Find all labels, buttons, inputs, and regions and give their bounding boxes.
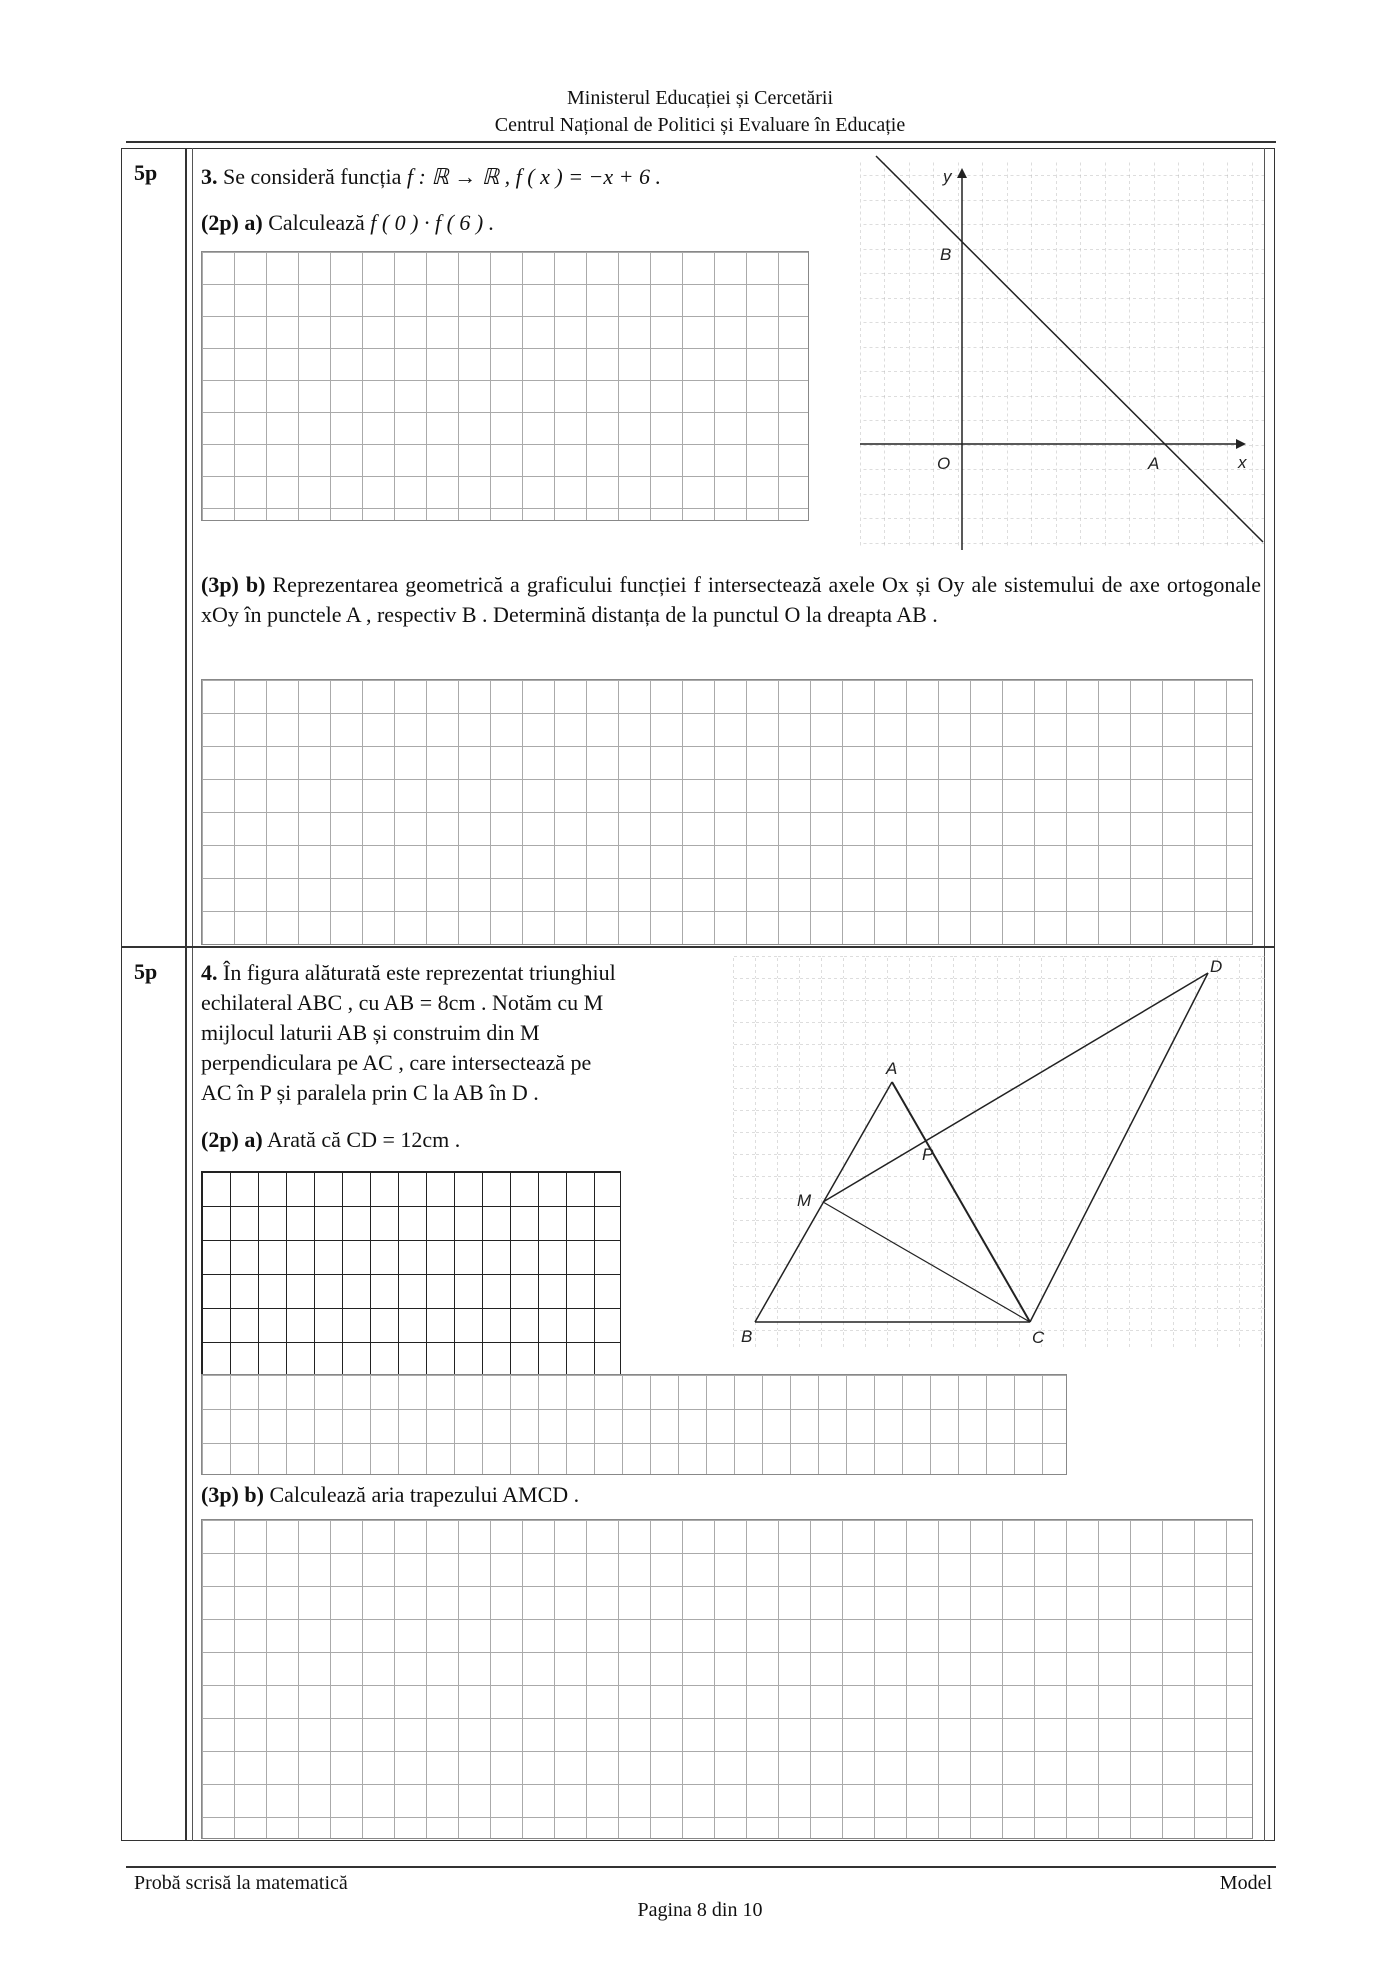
problem3-statement [201, 162, 661, 192]
footer-left: Probă scrisă la matematică [134, 1872, 348, 1894]
problem4-part-b-points: (3p) b) [201, 1482, 264, 1507]
label-P: P [922, 1145, 934, 1164]
answer-grid-4a-upper[interactable] [201, 1171, 621, 1375]
problem3-part-b [201, 570, 1261, 630]
header-line-1: Ministerul Educației și Cercetării [566, 87, 834, 109]
row-divider [121, 946, 1275, 948]
problem4-part-a [201, 1125, 460, 1155]
problem4-part-b [201, 1480, 579, 1510]
inner-column-divider [192, 148, 193, 1841]
problem3-function-def: f : ℝ → ℝ , f ( x ) = −x + 6 . [406, 164, 661, 189]
problem4-part-b-text: Calculează aria trapezului AMCD . [269, 1482, 580, 1507]
problem3-points: 5p [134, 160, 158, 185]
label-B: B [940, 245, 952, 264]
problem4-number: 4. [201, 960, 218, 985]
problem3-part-a-expr: f ( 0 ) · f ( 6 ) . [370, 210, 495, 235]
problem3-part-a-points: (2p) a) [201, 210, 263, 235]
problem4-line-5: AC în P și paralela prin C la AB în D . [201, 1080, 539, 1105]
problem4-line-3: mijlocul laturii AB și construim din M [201, 1020, 540, 1045]
label-y: y [943, 167, 952, 186]
label-x: x [1238, 453, 1247, 472]
problem4-line-4: perpendiculara pe AC , care intersectează pe [201, 1050, 592, 1075]
label-B: B [741, 1327, 753, 1346]
answer-grid-4a-lower[interactable] [201, 1374, 1067, 1475]
label-M: M [797, 1191, 812, 1210]
label-O: O [937, 454, 951, 473]
header-rule [126, 141, 1276, 143]
footer-rule [126, 1866, 1276, 1868]
header-line-2: Centrul Național de Politici și Evaluare în Educație [494, 114, 906, 136]
problem4-line-2: echilateral ABC , cu AB = 8cm . Notăm cu M [201, 990, 604, 1015]
problem4-line-1: În figura alăturată este reprezentat triunghiul [223, 960, 616, 985]
problem3-graph-figure [858, 152, 1268, 550]
answer-grid-4b[interactable] [201, 1519, 1253, 1839]
problem4-points: 5p [134, 959, 158, 984]
problem3-part-a [201, 208, 494, 238]
points-column-divider [185, 148, 187, 1841]
problem3-number: 3. [201, 164, 218, 189]
problem4-statement [201, 958, 706, 1108]
page-number: Pagina 8 din 10 [637, 1899, 763, 1921]
problem4-part-a-text: Arată că CD = 12cm . [267, 1127, 461, 1152]
label-A: A [886, 1059, 898, 1078]
problem3-intro: Se consideră funcția [223, 164, 402, 189]
answer-grid-3a[interactable] [201, 251, 809, 521]
footer-right: Model [1219, 1872, 1272, 1894]
problem3-part-b-text: Reprezentarea geometrică a graficului funcției f intersectează axele Ox și Oy ale sistemului de axe ortogonale xOy în punctele A , respectiv B . Determină distanța de la punctul O la dreapta AB . [201, 572, 1262, 627]
problem4-triangle-figure [730, 952, 1270, 1350]
label-C: C [1032, 1328, 1045, 1347]
problem4-part-a-points: (2p) a) [201, 1127, 263, 1152]
label-D: D [1210, 957, 1223, 976]
answer-grid-3b[interactable] [201, 679, 1253, 945]
problem3-part-a-text: Calculează [268, 210, 365, 235]
problem3-part-b-points: (3p) b) [201, 572, 266, 597]
graph-dotted-grid [860, 162, 1264, 548]
label-A: A [1148, 454, 1160, 473]
figure-dotted-grid [733, 956, 1265, 1348]
